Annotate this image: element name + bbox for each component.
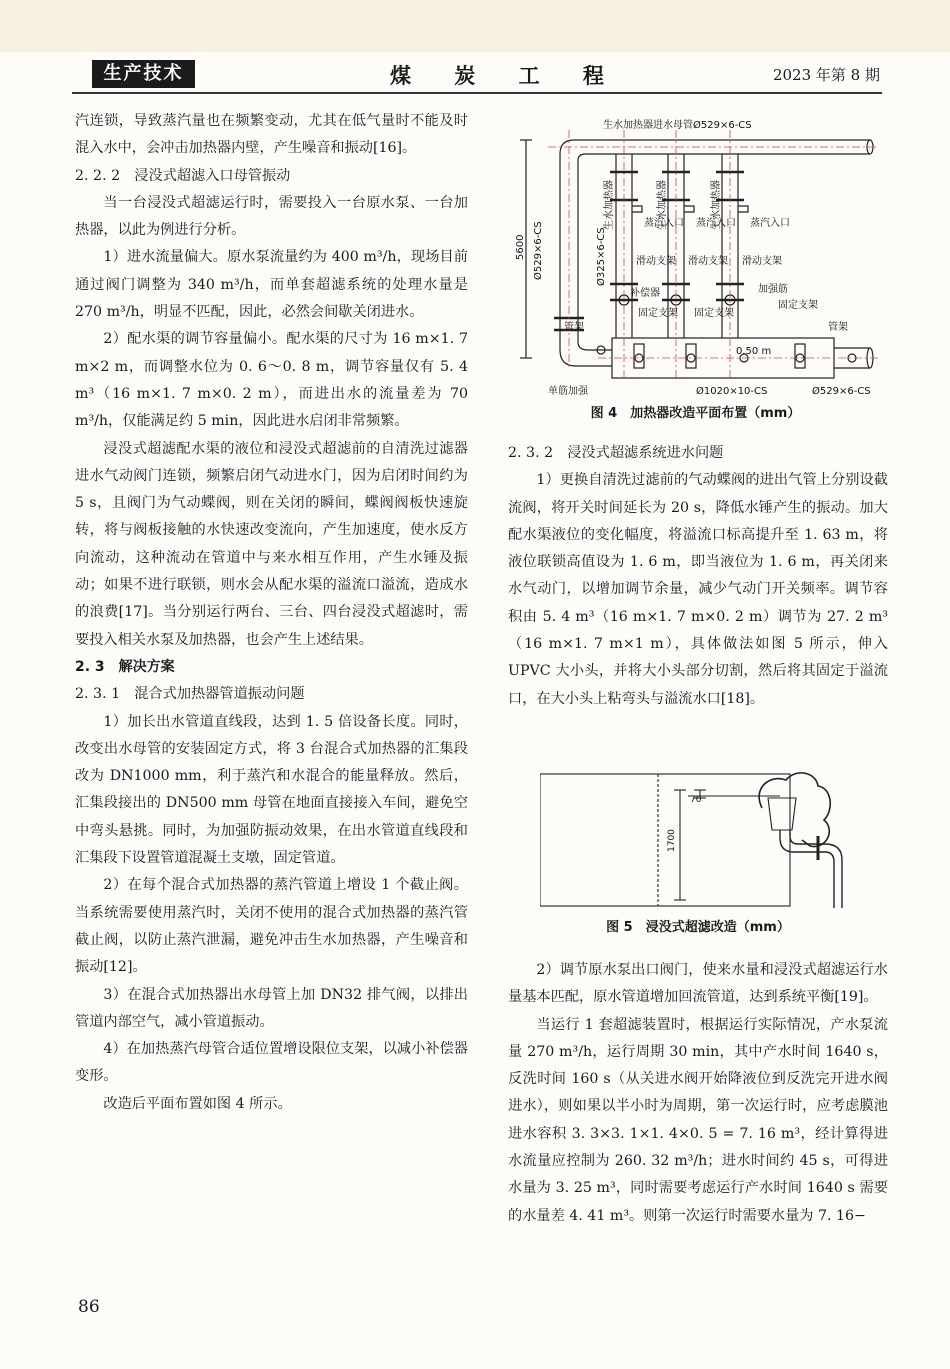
fig4-outlet-label: Ø529×6-CS [812, 386, 871, 397]
figure-5-diagram [540, 768, 865, 910]
paragraph: 当运行 1 套超滤装置时，根据运行实际情况，产水泵流量 270 m³/h，运行周期 30 min，其中产水时间 1640 s，反洗时间 160 s（从关进水阀开始降液位到反洗完开进水阀进水），则如果以半小时为周期，第一次运行时，应考虑膜池进水容积 3. 3×3. 1×1. 4×0. 5 = 7. 16 m³，经计算得进水流量应控制为 260. 32 m³/h；进水时间约 45 s，可得进水量为 3. 25 m³，同时需要考虑运行产水时间 1640 s 需要的水量差 4. 41 m³。则第一次运行时需要水量为 7. 16− [508, 1016, 888, 1224]
fig4-comp-label: 补偿器 [630, 288, 660, 299]
fig5-d1700-label: 1700 [667, 829, 677, 852]
fig4-steam-label-2: 蒸汽入口 [696, 218, 736, 229]
fig4-steam-label-1: 蒸汽入口 [644, 218, 684, 229]
issue-label: 2023 年第 8 期 [772, 66, 880, 84]
paragraph: 1）进水流量偏大。原水泵流量约为 400 m³/h，现场目前通过阀门调整为 340 m³/h，而单套超滤系统的处理水量是 270 m³/h，明显不匹配，因此，必然会间歇关闭进水。 [75, 249, 468, 321]
section-heading: 2. 2. 2 浸没式超滤入口母管振动 [75, 167, 291, 184]
water-channel [540, 774, 790, 906]
fig4-dim-label: 5600 [515, 234, 526, 260]
figure-5-caption: 图 5 浸没式超滤改造（mm） [606, 920, 790, 935]
fig4-branch-label: Ø325×6-CS [596, 227, 607, 286]
fig4-steam-label-3: 蒸汽入口 [750, 218, 790, 229]
paragraph: 2）配水渠的调节容量偏小。配水渠的尺寸为 16 m×1. 7 m×2 m，而调整水位为 0. 6～0. 8 m，调节容量仅有 5. 4 m³（16 m×1. 7 m×0. 2 m），而进出水的流量差为 70 m³/h，仅能满足约 5 min，因此进水启闭非常频繁。 [75, 331, 468, 430]
fig4-left-pipe-label: Ø529×6-CS [533, 221, 544, 280]
journal-title: 煤 炭 工 程 [390, 63, 622, 88]
fig4-rib-label: 加强筋 [758, 284, 788, 295]
fig4-single-rib-label: 单筋加强 [548, 386, 588, 397]
fig4-fixed-label-3: 固定支架 [778, 300, 818, 311]
paragraph: 3）在混合式加热器出水母管上加 DN32 排气阀，以排出管道内部空气，减小管道振动。 [75, 986, 468, 1030]
fig4-support-label-2: 管架 [828, 322, 848, 333]
paragraph: 2）在每个混合式加热器的蒸汽管道上增设 1 个截止阀。当系统需要使用蒸汽时，关闭不使用的混合式加热器的蒸汽管截止阀，以防止蒸汽泄漏，避免冲击生水加热器，产生噪音和振动[12]。 [75, 877, 468, 976]
page-number: 86 [78, 1297, 100, 1317]
fig4-header-label: Ø1020×10-CS [696, 386, 768, 397]
section-tag: 生产技术 [92, 60, 195, 88]
fig4-slide-label-1: 滑动支架 [636, 256, 676, 267]
section-heading: 2. 3. 2 浸没式超滤系统进水问题 [508, 445, 724, 461]
fig4-slide-label-2: 滑动支架 [688, 256, 728, 267]
paragraph: 汽连锁，导致蒸汽量也在频繁变动，尤其在低气量时不能及时混入水中，会冲击加热器内壁，产生噪音和振动[16]。 [75, 113, 468, 157]
top-band [0, 0, 950, 52]
paragraph: 2）调节原水泵出口阀门，使来水量和浸没式超滤运行水量基本匹配，原水管道增加回流管道，达到系统平衡[19]。 [508, 962, 888, 1006]
upvc-reducer [768, 798, 796, 830]
figure-4-caption: 图 4 加热器改造平面布置（mm） [590, 406, 801, 421]
fig4-support-label-1: 管架 [564, 322, 584, 333]
paragraph: 改造后平面布置如图 4 所示。 [103, 1095, 292, 1112]
fig4-heater-label-3: 生水加热器 [711, 180, 722, 230]
right-column-top [508, 440, 888, 713]
fig4-dist-label: 0.50 m [736, 346, 772, 357]
paragraph: 1）更换自清洗过滤前的气动蝶阀的进出气管上分别设截流阀，将开关时间延长为 20 s，降低水锤产生的振动。加大配水渠液位的变化幅度，将溢流口标高提升至 1. 63 m，将液位联锁高值设为 1. 6 m，即当液位为 1. 6 m，再关闭来水气动门，以增加调节余量，减少气动门开关频率。调节容积由 5. 4 m³（16 m×1. 7 m×0. 2 m）调节为 27. 2 m³（16 m×1. 7 m×1 m），具体做法如图 5 所示，伸入 UPVC 大小头，并将大小头部分切割，然后将其固定于溢流口，在大小头上粘弯头与溢流水口[18]。 [508, 472, 888, 707]
fig4-heater-label-1: 生水加热器 [604, 180, 615, 230]
fig4-fixed-label-1: 固定支架 [638, 308, 678, 319]
right-column-bottom [508, 957, 888, 1230]
fig4-fixed-label-2: 固定支架 [694, 308, 734, 319]
header-rule [72, 92, 882, 94]
section-heading: 2. 3 解决方案 [75, 658, 175, 675]
section-heading: 2. 3. 1 混合式加热器管道振动问题 [75, 686, 305, 703]
paragraph: 当一台浸没式超滤运行时，需要投入一台原水泵、一台加热器，以此为例进行分析。 [75, 194, 468, 239]
paragraph: 1）加长出水管道直线段，达到 1. 5 倍设备长度。同时，改变出水母管的安装固定方式，将 3 台混合式加热器的汇集段改为 DN1000 mm，利于蒸汽和水混合的能量释放。然后，汇集段接出的 DN500 mm 母管在地面直接接入车间，避免空中弯头悬挑。同时，为加强防振动效果，在出水管道直线段和汇集段下设置管道混凝土支墩，固定管道。 [75, 713, 468, 867]
paragraph: 4）在加热蒸汽母管合适位置增设限位支架，以减小补偿器变形。 [75, 1041, 468, 1085]
fig4-heater-label-2: 生水加热器 [657, 180, 668, 230]
fig4-slide-label-3: 滑动支架 [742, 256, 782, 267]
fig4-top-pipe-label: 生水加热器进水母管Ø529×6-CS [603, 120, 752, 131]
paragraph: 浸没式超滤配水渠的液位和浸没式超滤前的自清洗过滤器进水气动阀门连锁，频繁启闭气动进水门，因为启闭时间约为 5 s，且阀门为气动蝶阀，则在关闭的瞬间，蝶阀阀板快速旋转，将与阀板接触的水快速改变流向，产生加速度，使水反方向流动，这种流动在管道中与来水相互作用，产生水锤及振动；如果不进行联锁，则水会从配水渠的溢流口溢流，造成水的浪费[17]。当分别运行两台、三台、四台浸没式超滤时，需要投入相关水泵及加热器，也会产生上述结果。 [75, 440, 468, 648]
left-column [75, 108, 468, 1118]
figure-4-diagram [508, 110, 883, 398]
fig5-d70-label: 70 [690, 795, 702, 805]
